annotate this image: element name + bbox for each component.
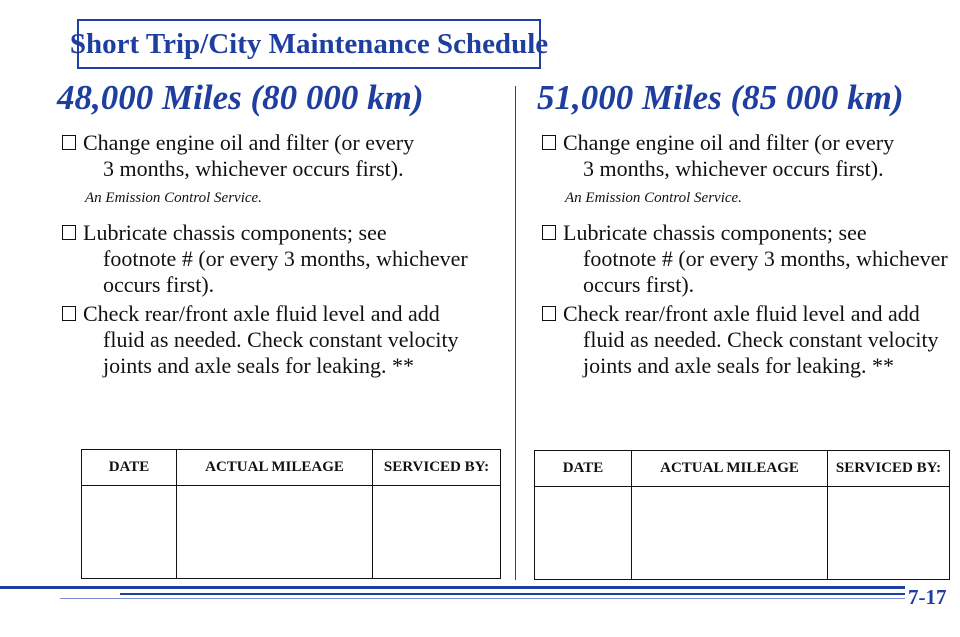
item-line: footnote # (or every 3 months, whichever	[583, 246, 948, 271]
checkbox-icon	[542, 306, 556, 321]
checklist-item	[57, 130, 502, 182]
column-header-mileage: ACTUAL MILEAGE	[632, 451, 828, 487]
date-entry-cell[interactable]	[82, 486, 177, 579]
column-header-serviced-by: SERVICED BY:	[828, 451, 950, 487]
footer-rule	[0, 586, 905, 589]
checkbox-icon	[542, 225, 556, 240]
column-header-date: DATE	[535, 451, 632, 487]
serviced-by-entry-cell[interactable]	[373, 486, 501, 579]
serviced-by-entry-cell[interactable]	[828, 487, 950, 580]
column-divider	[515, 86, 516, 580]
column-header-serviced-by: SERVICED BY:	[373, 450, 501, 486]
service-log-table	[534, 450, 950, 580]
item-line: fluid as needed. Check constant velocity	[583, 327, 939, 352]
item-line: occurs first).	[583, 272, 695, 297]
item-line: Lubricate chassis components; see	[83, 220, 387, 245]
checklist-item	[537, 220, 948, 298]
mileage-entry-cell[interactable]	[632, 487, 828, 580]
date-entry-cell[interactable]	[535, 487, 632, 580]
item-line: occurs first).	[103, 272, 215, 297]
checklist-item	[537, 301, 942, 379]
section-51000	[537, 78, 948, 379]
checkbox-icon	[542, 135, 556, 150]
column-header-mileage: ACTUAL MILEAGE	[177, 450, 373, 486]
item-note: An Emission Control Service.	[85, 190, 262, 206]
item-note: An Emission Control Service.	[565, 190, 742, 206]
mileage-entry-cell[interactable]	[177, 486, 373, 579]
item-line: footnote # (or every 3 months, whichever	[103, 246, 468, 271]
checklist-item	[537, 130, 942, 182]
item-line: fluid as needed. Check constant velocity	[103, 327, 459, 352]
page-number: 7-17	[908, 585, 947, 609]
item-line: Change engine oil and filter (or every	[563, 130, 895, 155]
checkbox-icon	[62, 306, 76, 321]
column-header-date: DATE	[82, 450, 177, 486]
checklist-item	[57, 301, 502, 379]
service-log-table	[81, 449, 501, 579]
item-line: 3 months, whichever occurs first).	[103, 156, 404, 181]
checkbox-icon	[62, 225, 76, 240]
section-heading: 48,000 Miles (80 000 km)	[57, 78, 424, 117]
page-title: Short Trip/City Maintenance Schedule	[77, 19, 541, 69]
item-line: Change engine oil and filter (or every	[83, 130, 415, 155]
item-line: 3 months, whichever occurs first).	[583, 156, 884, 181]
item-line: joints and axle seals for leaking. **	[103, 353, 414, 378]
item-line: Lubricate chassis components; see	[563, 220, 867, 245]
item-line: Check rear/front axle fluid level and add	[83, 301, 440, 326]
item-line: Check rear/front axle fluid level and add	[563, 301, 920, 326]
checkbox-icon	[62, 135, 76, 150]
section-heading: 51,000 Miles (85 000 km)	[537, 78, 904, 117]
item-line: joints and axle seals for leaking. **	[583, 353, 894, 378]
section-48000	[57, 78, 502, 379]
checklist-item	[57, 220, 502, 298]
footer-rule	[120, 593, 905, 595]
footer-rule	[60, 598, 905, 599]
